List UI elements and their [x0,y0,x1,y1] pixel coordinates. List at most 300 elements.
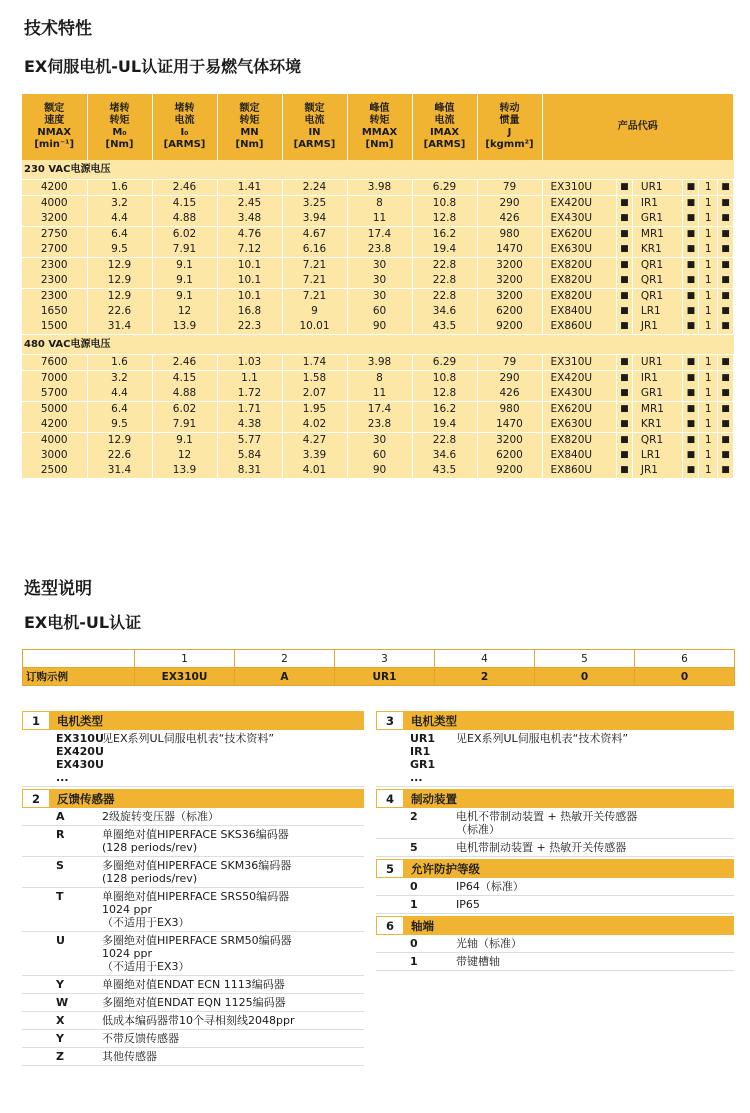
spec-cell: 22.3 [217,319,282,335]
spec-cell: 3200 [477,258,542,274]
spec-cell: 1500 [22,319,87,335]
encoder-code: KR1 [632,417,683,433]
spec-col-header: 额定 速度 NMAX [min⁻¹] [22,94,87,160]
square-marker: ■ [717,273,733,289]
spec-cell: 6.16 [282,242,347,258]
square-marker: ■ [717,417,733,433]
spec-cell: 19.4 [412,417,477,433]
spec-cell: 6200 [477,304,542,319]
section-title-selection: 选型说明 [24,579,92,599]
option-desc: 低成本编码器带10个寻相刻线2048ppr [102,1014,295,1027]
spec-cell: 30 [347,258,412,274]
encoder-code: MR1 [632,227,683,243]
selection-subtitle: EX电机-UL认证 [24,613,142,632]
option-header [22,789,364,808]
square-marker: ■ [717,371,733,387]
square-marker: ■ [717,196,733,212]
spec-cell: 23.8 [347,242,412,258]
option-number: 6 [377,917,403,934]
spec-cell: 7.21 [282,289,347,305]
spec-cell: 22.8 [412,289,477,305]
spec-cell: 7600 [22,355,87,371]
table-row [22,273,734,289]
spec-cell: 4000 [22,433,87,449]
spec-cell: 12.9 [87,273,152,289]
option-key: 0 [410,937,418,950]
spec-cell: 23.8 [347,417,412,433]
option-row [22,1012,364,1030]
spec-cell: 6.02 [152,402,217,418]
encoder-code: JR1 [632,463,683,479]
order-value: 2 [435,668,535,686]
option-digit: 1 [699,196,718,212]
spec-subtitle: EX伺服电机-UL认证用于易燃气体环境 [24,57,302,76]
spec-cell: 12 [152,304,217,319]
spec-cell: 9.1 [152,289,217,305]
spec-cell: 1.6 [87,180,152,196]
option-desc: IP65 [456,898,480,911]
spec-cell: 22.6 [87,448,152,463]
spec-cell: 60 [347,304,412,319]
spec-cell: 16.8 [217,304,282,319]
table-row [22,371,734,387]
option-key: S [56,859,64,872]
option-row [376,730,734,787]
voltage-section-title: 230 VAC电源电压 [22,160,734,180]
square-marker: ■ [616,448,632,463]
model-code: EX310U [542,355,616,371]
option-row [22,888,364,932]
spec-cell: 9.1 [152,258,217,274]
option-desc: 2级旋转变压器（标准） [102,810,219,823]
table-row [22,180,734,196]
option-row [376,953,734,971]
order-index: 3 [335,650,435,668]
option-digit: 1 [699,304,718,319]
spec-cell: 1470 [477,417,542,433]
spec-cell: 1650 [22,304,87,319]
square-marker: ■ [717,319,733,335]
spec-cell: 9200 [477,319,542,335]
square-marker: ■ [616,242,632,258]
square-marker: ■ [616,289,632,305]
option-desc: 电机不带制动装置 + 热敏开关传感器 （标准） [456,810,638,836]
model-code: EX860U [542,319,616,335]
option-digit: 1 [699,371,718,387]
square-marker: ■ [616,433,632,449]
option-title: 允许防护等级 [411,861,480,876]
spec-cell: 10.8 [412,371,477,387]
order-index: 1 [135,650,235,668]
spec-cell: 426 [477,386,542,402]
square-marker: ■ [683,371,699,387]
table-row [22,355,734,371]
square-marker: ■ [717,355,733,371]
option-number: 5 [377,860,403,877]
option-block-3 [376,711,734,787]
spec-cell: 4.01 [282,463,347,479]
square-marker: ■ [616,180,632,196]
encoder-code: JR1 [632,319,683,335]
option-digit: 1 [699,242,718,258]
option-desc: 不带反馈传感器 [102,1032,179,1045]
spec-cell: 22.6 [87,304,152,319]
option-key: A [56,810,65,823]
square-marker: ■ [683,417,699,433]
option-desc: 多圈绝对值ENDAT EQN 1125编码器 [102,996,286,1009]
table-row [22,386,734,402]
spec-cell: 1.41 [217,180,282,196]
model-code: EX620U [542,402,616,418]
option-digit: 1 [699,417,718,433]
order-value: EX310U [135,668,235,686]
spec-cell: 7.21 [282,258,347,274]
spec-cell: 7.91 [152,417,217,433]
option-row [22,1030,364,1048]
square-marker: ■ [616,355,632,371]
spec-cell: 2500 [22,463,87,479]
square-marker: ■ [683,289,699,305]
encoder-code: UR1 [632,180,683,196]
square-marker: ■ [717,180,733,196]
table-row [22,463,734,479]
square-marker: ■ [616,304,632,319]
spec-cell: 4.27 [282,433,347,449]
option-row [376,935,734,953]
spec-cell: 980 [477,402,542,418]
spec-cell: 12 [152,448,217,463]
option-digit: 1 [699,402,718,418]
square-marker: ■ [717,289,733,305]
spec-cell: 2300 [22,289,87,305]
spec-col-header: 峰值 电流 IMAX [ARMS] [412,94,477,160]
square-marker: ■ [683,211,699,227]
spec-cell: 10.8 [412,196,477,212]
option-header [376,789,734,808]
square-marker: ■ [616,258,632,274]
option-block-1 [22,711,364,787]
model-code: EX860U [542,463,616,479]
option-desc: 光轴（标准） [456,937,522,950]
option-digit: 1 [699,227,718,243]
spec-cell: 79 [477,180,542,196]
encoder-code: MR1 [632,402,683,418]
table-row [22,242,734,258]
square-marker: ■ [683,180,699,196]
model-code: EX630U [542,242,616,258]
option-number: 1 [23,712,49,729]
spec-cell: 11 [347,211,412,227]
option-header [376,916,734,935]
options-right-column [376,711,734,973]
square-marker: ■ [717,211,733,227]
square-marker: ■ [616,463,632,479]
option-desc: 多圈绝对值HIPERFACE SRM50编码器 1024 ppr （不适用于EX3） [102,934,292,973]
option-desc: 其他传感器 [102,1050,157,1063]
option-digit: 1 [699,319,718,335]
spec-cell: 2.45 [217,196,282,212]
spec-cell: 22.8 [412,273,477,289]
spec-cell: 3.39 [282,448,347,463]
option-digit: 1 [699,433,718,449]
square-marker: ■ [717,402,733,418]
spec-cell: 30 [347,273,412,289]
option-row [22,994,364,1012]
spec-cell: 90 [347,319,412,335]
spec-cell: 3200 [22,211,87,227]
encoder-code: KR1 [632,242,683,258]
spec-cell: 9200 [477,463,542,479]
spec-cell: 4.67 [282,227,347,243]
option-row [376,839,734,857]
encoder-code: IR1 [632,196,683,212]
spec-cell: 1.6 [87,355,152,371]
option-key: 2 [410,810,418,823]
spec-cell: 2.46 [152,180,217,196]
spec-cell: 8 [347,371,412,387]
spec-cell: 2.07 [282,386,347,402]
spec-cell: 1.95 [282,402,347,418]
option-row [22,976,364,994]
spec-cell: 4000 [22,196,87,212]
table-row [22,196,734,212]
option-row [22,1048,364,1066]
spec-cell: 8.31 [217,463,282,479]
encoder-code: QR1 [632,258,683,274]
order-value: 0 [535,668,635,686]
model-code: EX820U [542,289,616,305]
spec-cell: 34.6 [412,448,477,463]
spec-cell: 1.03 [217,355,282,371]
spec-cell: 10.1 [217,289,282,305]
square-marker: ■ [616,196,632,212]
table-row [22,211,734,227]
order-value: 0 [635,668,735,686]
option-block-5 [376,859,734,914]
option-block-4 [376,789,734,857]
option-key: X [56,1014,65,1027]
voltage-section-title: 480 VAC电源电压 [22,335,734,355]
spec-cell: 7.21 [282,273,347,289]
spec-col-header: 堵转 转矩 M₀ [Nm] [87,94,152,160]
option-key: R [56,828,65,841]
option-desc: 带键槽轴 [456,955,500,968]
spec-cell: 3.98 [347,180,412,196]
option-key: W [56,996,69,1009]
spec-cell: 3.25 [282,196,347,212]
spec-cell: 4.4 [87,211,152,227]
spec-cell: 9.5 [87,417,152,433]
spec-cell: 4.38 [217,417,282,433]
square-marker: ■ [616,417,632,433]
spec-cell: 5000 [22,402,87,418]
option-title: 制动装置 [411,791,457,806]
square-marker: ■ [717,386,733,402]
spec-cell: 10.01 [282,319,347,335]
option-key: EX310U EX420U EX430U ... [56,732,104,784]
option-desc: 电机带制动装置 + 热敏开关传感器 [456,841,627,854]
spec-cell: 8 [347,196,412,212]
square-marker: ■ [616,211,632,227]
encoder-code: GR1 [632,211,683,227]
option-row [376,808,734,839]
model-code: EX310U [542,180,616,196]
option-desc: IP64（标准） [456,880,524,893]
option-key: Z [56,1050,64,1063]
option-digit: 1 [699,448,718,463]
spec-cell: 7.91 [152,242,217,258]
spec-cell: 6200 [477,448,542,463]
spec-cell: 22.8 [412,433,477,449]
option-header [376,859,734,878]
spec-cell: 290 [477,196,542,212]
spec-cell: 6.29 [412,355,477,371]
spec-cell: 290 [477,371,542,387]
option-key: T [56,890,64,903]
square-marker: ■ [683,273,699,289]
square-marker: ■ [717,227,733,243]
order-index: 6 [635,650,735,668]
table-row [22,433,734,449]
option-digit: 1 [699,386,718,402]
square-marker: ■ [616,371,632,387]
spec-cell: 3000 [22,448,87,463]
option-desc: 见EX系列UL伺服电机表“技术资料” [102,732,275,745]
spec-cell: 3200 [477,289,542,305]
spec-cell: 1.71 [217,402,282,418]
encoder-code: LR1 [632,304,683,319]
option-header [376,711,734,730]
model-code: EX430U [542,211,616,227]
option-row [22,826,364,857]
option-digit: 1 [699,463,718,479]
spec-cell: 9.1 [152,433,217,449]
option-digit: 1 [699,211,718,227]
order-example-table [22,649,735,686]
encoder-code: QR1 [632,289,683,305]
table-row [22,289,734,305]
table-row [22,227,734,243]
square-marker: ■ [683,386,699,402]
spec-cell: 79 [477,355,542,371]
option-block-2 [22,789,364,1066]
order-index: 5 [535,650,635,668]
option-title: 电机类型 [57,713,103,728]
model-code: EX620U [542,227,616,243]
spec-cell: 12.8 [412,211,477,227]
option-row [22,932,364,976]
spec-cell: 3.2 [87,371,152,387]
spec-cell: 12.9 [87,289,152,305]
order-index [23,650,135,668]
table-row [22,448,734,463]
option-title: 轴端 [411,918,434,933]
square-marker: ■ [683,463,699,479]
option-title: 电机类型 [411,713,457,728]
option-digit: 1 [699,273,718,289]
table-row [22,304,734,319]
spec-col-header: 堵转 电流 I₀ [ARMS] [152,94,217,160]
spec-cell: 4.88 [152,386,217,402]
model-code: EX630U [542,417,616,433]
spec-cell: 3.48 [217,211,282,227]
square-marker: ■ [683,227,699,243]
spec-cell: 9 [282,304,347,319]
spec-cell: 17.4 [347,402,412,418]
spec-col-header: 额定 转矩 MN [Nm] [217,94,282,160]
order-index: 2 [235,650,335,668]
option-key: 1 [410,955,418,968]
spec-cell: 19.4 [412,242,477,258]
spec-cell: 1.74 [282,355,347,371]
model-code: EX840U [542,304,616,319]
spec-cell: 2.24 [282,180,347,196]
spec-cell: 4.15 [152,196,217,212]
model-code: EX820U [542,258,616,274]
spec-cell: 10.1 [217,258,282,274]
option-number: 4 [377,790,403,807]
spec-cell: 30 [347,433,412,449]
spec-cell: 31.4 [87,319,152,335]
option-desc: 单圈绝对值HIPERFACE SRS50编码器 1024 ppr （不适用于EX3） [102,890,290,929]
order-index: 4 [435,650,535,668]
square-marker: ■ [683,196,699,212]
spec-cell: 1.1 [217,371,282,387]
spec-cell: 13.9 [152,463,217,479]
option-block-6 [376,916,734,971]
spec-cell: 4.88 [152,211,217,227]
option-row [22,730,364,787]
spec-cell: 30 [347,289,412,305]
spec-cell: 5.84 [217,448,282,463]
spec-cell: 7.12 [217,242,282,258]
order-value: UR1 [335,668,435,686]
option-desc: 单圈绝对值HIPERFACE SKS36编码器 (128 periods/rev) [102,828,289,854]
spec-cell: 43.5 [412,319,477,335]
square-marker: ■ [683,304,699,319]
option-digit: 1 [699,289,718,305]
spec-cell: 90 [347,463,412,479]
spec-cell: 980 [477,227,542,243]
spec-cell: 22.8 [412,258,477,274]
spec-cell: 17.4 [347,227,412,243]
square-marker: ■ [616,386,632,402]
square-marker: ■ [616,273,632,289]
option-desc: 单圈绝对值ENDAT ECN 1113编码器 [102,978,285,991]
option-row [376,878,734,896]
spec-cell: 6.4 [87,227,152,243]
table-row [22,258,734,274]
table-row [22,319,734,335]
option-desc: 多圈绝对值HIPERFACE SKM36编码器 (128 periods/rev) [102,859,292,885]
table-row [22,417,734,433]
model-code: EX430U [542,386,616,402]
option-digit: 1 [699,180,718,196]
spec-cell: 34.6 [412,304,477,319]
square-marker: ■ [683,448,699,463]
spec-cell: 1.58 [282,371,347,387]
encoder-code: GR1 [632,386,683,402]
spec-cell: 11 [347,386,412,402]
model-code: EX420U [542,196,616,212]
square-marker: ■ [717,463,733,479]
model-code: EX820U [542,273,616,289]
spec-code-header: 产品代码 [542,94,734,160]
spec-cell: 12.8 [412,386,477,402]
option-key: Y [56,1032,64,1045]
square-marker: ■ [683,319,699,335]
encoder-code: IR1 [632,371,683,387]
